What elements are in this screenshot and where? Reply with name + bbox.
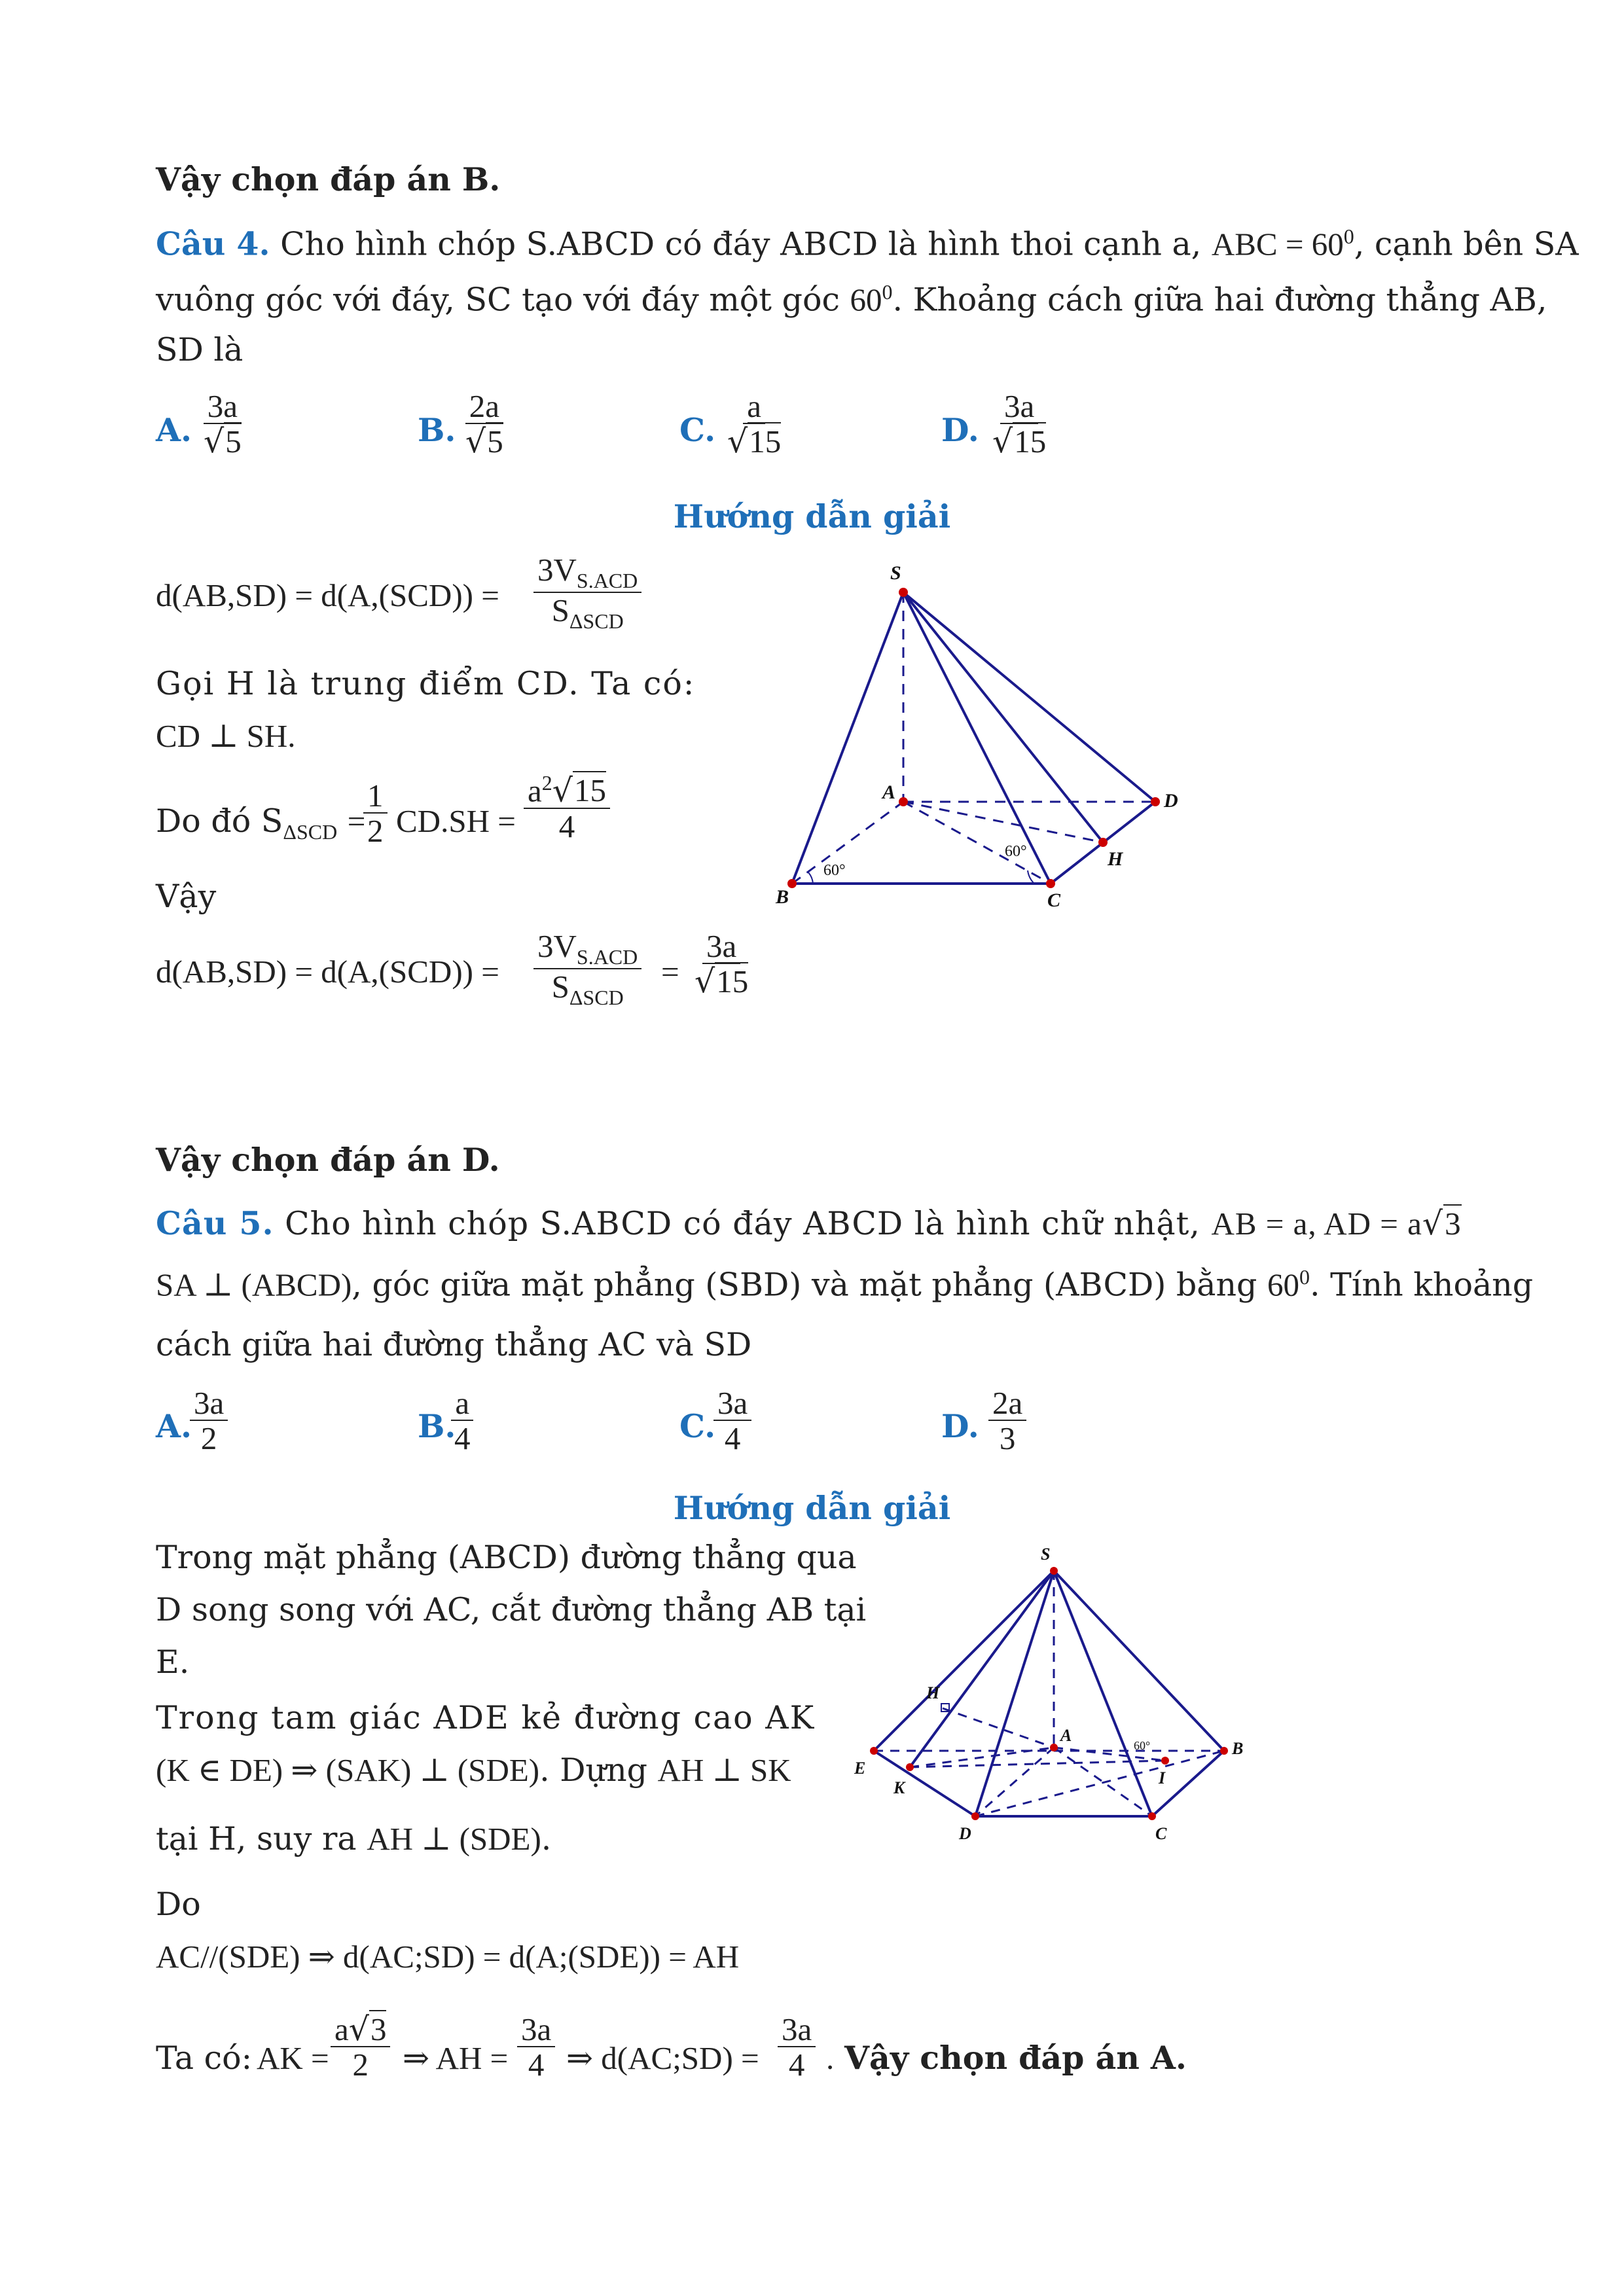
q4-formula2-left: d(AB,SD) = d(A,(SCD)) =: [156, 954, 499, 990]
q4-option-c-den: 15: [749, 423, 782, 460]
q5-sol-line9-a: Ta có:: [156, 2039, 253, 2077]
q5-option-d-fraction: [988, 1386, 1026, 1456]
q4-sc-degree: 0: [882, 280, 893, 304]
q4-formula2-num: 3V: [537, 928, 577, 964]
q4-text-line2-a: vuông góc với đáy, SC tạo với đáy một góc: [156, 281, 840, 319]
q5-sol-line5-a: . Dựng: [539, 1751, 648, 1789]
q4-formula2-eq: =: [661, 954, 679, 990]
q5-sol-line6-a: tại H, suy ra: [156, 1820, 357, 1857]
q4-edge-ah: [903, 802, 1103, 842]
q3-conclusion: Vậy chọn đáp án B.: [156, 160, 501, 198]
q4-area-num-a: a: [528, 772, 542, 809]
q4-option-a-fraction: $\frac{3a}{√5}$: [204, 388, 242, 461]
q5-point-c: [1148, 1812, 1156, 1820]
q4-line3: SD là: [156, 331, 244, 368]
q5-label-e: E: [854, 1759, 866, 1778]
q4-label-c: C: [1047, 889, 1061, 910]
q5-sol-line8: AC//(SDE) ⇒ d(AC;SD) = d(A;(SDE)) = AH: [156, 1939, 740, 1975]
q5-edge-se: [874, 1571, 1054, 1751]
q4-sol-line3-a: Do đó S: [156, 802, 283, 840]
q4-area-den: 4: [558, 808, 575, 844]
q4-pyramid-figure: [772, 556, 1204, 910]
q4-formula1-fraction: [533, 553, 641, 633]
q4-edge-sb: [792, 592, 903, 884]
q5-d-fraction: [778, 2013, 816, 2083]
q5-sol-line4: Trong tam giác ADE kẻ đường cao AK: [156, 1699, 816, 1736]
q5-point-k: [906, 1763, 914, 1771]
q5-option-c-den: 4: [724, 1420, 741, 1457]
q5-edge-sd: [975, 1571, 1054, 1816]
q5-sol-line6-math: AH ⊥ (SDE): [367, 1821, 541, 1857]
q4-point-b: [787, 879, 797, 888]
q5-sol-line5-math2: AH ⊥ SK: [657, 1752, 791, 1788]
q5-text-line1-math: AB = a, AD = a: [1211, 1206, 1422, 1242]
q5-point-b: [1220, 1747, 1228, 1755]
q5-label-c: C: [1155, 1824, 1167, 1843]
q4-option-c-letter: C.: [679, 411, 716, 449]
q4-text-line2-b: . Khoảng cách giữa hai đường thẳng AB,: [892, 281, 1547, 319]
q5-option-a-den: 2: [200, 1420, 217, 1457]
q4-option-d-num: 3a: [1000, 389, 1038, 424]
q4-point-s: [899, 588, 908, 597]
q4-sol-line2: CD ⊥ SH.: [156, 718, 296, 754]
q5-sol-line5: [156, 1751, 791, 1789]
q5-text-line2-sup: 0: [1299, 1265, 1310, 1289]
q5-d-num: 3a: [778, 2013, 816, 2047]
q5-text-line1-a: Cho hình chóp S.ABCD có đáy ABCD là hình chữ nhật,: [285, 1205, 1200, 1242]
q4-text-line1-b: , cạnh bên SA: [1354, 225, 1579, 263]
q4-point-h: [1098, 838, 1108, 847]
q4-edge-sh: [903, 592, 1103, 842]
q5-edge-sb: [1054, 1571, 1224, 1751]
q4-abc-angle: ABC = 60: [1211, 226, 1344, 262]
q4-sol-line4: Vậy: [156, 878, 217, 915]
q5-sol-line6: [156, 1820, 552, 1857]
q5-solution-title: Hướng dẫn giải: [673, 1489, 951, 1527]
q4-sol-line3: [156, 802, 366, 844]
q5-option-d-num: 2a: [988, 1386, 1026, 1421]
q4-sol-line3-eq: =: [347, 803, 366, 839]
q4-formula2-fraction: [533, 929, 641, 1009]
q4-option-a-den: 5: [225, 423, 242, 460]
q4-abc-degree: 0: [1343, 224, 1354, 248]
q4-half-fraction: [363, 779, 388, 849]
q5-angle-label: 60°: [1134, 1739, 1151, 1752]
q5-point-a: [1050, 1744, 1058, 1751]
q4-angle-c-arc: [1028, 870, 1034, 884]
q4-angle-b-label: 60°: [823, 862, 846, 879]
q4-solution-title: Hướng dẫn giải: [673, 497, 951, 535]
q4-formula1-den: S: [551, 592, 569, 629]
q5-sol-line2: D song song với AC, cắt đường thẳng AB tại: [156, 1591, 867, 1628]
q4-area-num-sup: 2: [541, 771, 552, 795]
q4-line1: [156, 224, 1579, 263]
q5-ak-fraction: $\frac{a√3}{2}$: [331, 2013, 390, 2083]
q5-d-den: 4: [788, 2047, 805, 2083]
q4-label-h: H: [1108, 848, 1123, 870]
q5-text-line2-a: , góc giữa mặt phẳng (SBD) và mặt phẳng (ABCD) bằng: [352, 1266, 1257, 1304]
q4-angle-c-label: 60°: [1005, 843, 1027, 860]
q4-formula1-den-sub: ΔSCD: [569, 609, 624, 634]
q4-formula1-left: d(AB,SD) = d(A,(SCD)) =: [156, 577, 499, 613]
q4-option-b-fraction: $\frac{2a}{√5}$: [465, 388, 503, 461]
q4-option-d-fraction: $\frac{3a}{√15}$: [992, 388, 1047, 461]
q5-sol-line5-math: (K ∈ DE) ⇒ (SAK) ⊥ (SDE): [156, 1752, 540, 1788]
q5-point-e: [870, 1747, 878, 1755]
q4-edge-sc: [903, 592, 1051, 884]
q4-sol-line1: Gọi H là trung điểm CD. Ta có:: [156, 665, 696, 702]
q5-option-d-letter: D.: [941, 1407, 979, 1445]
q4-option-c-num: a: [743, 389, 765, 424]
q5-label-h: H: [926, 1683, 940, 1702]
q5-d-label: ⇒ d(AC;SD) =: [566, 2040, 759, 2076]
q5-option-c-fraction: [713, 1386, 751, 1456]
q5-pyramid-figure: [844, 1541, 1276, 1856]
q5-ah-num: 3a: [517, 2013, 555, 2047]
q4-half-num: 1: [363, 779, 388, 814]
q5-label-i: I: [1159, 1768, 1166, 1787]
q5-option-b-letter: B.: [418, 1407, 456, 1445]
q5-line2: [156, 1265, 1534, 1304]
q4-edge-sd: [903, 592, 1155, 802]
q4-angle-b-arc: [808, 872, 813, 884]
q4-formula2-result: $\frac{3a}{√15}$: [695, 928, 749, 1001]
q4-point-a: [899, 797, 908, 806]
q4-option-b-letter: B.: [418, 411, 456, 449]
q4-formula2-num-sub: S.ACD: [576, 944, 638, 969]
q5-label-b: B: [1232, 1739, 1244, 1758]
q5-option-b-den: 4: [454, 1420, 471, 1457]
q4-area-num-root: 15: [573, 772, 606, 809]
q5-line1: Câu 5. Cho hình chóp S.ABCD có đáy ABCD là hình chữ nhật, AB = a, AD = a√3: [156, 1204, 1462, 1242]
q5-option-c-num: 3a: [713, 1386, 751, 1421]
q5-edge-sk: [910, 1571, 1054, 1767]
q5-text-line2-math: SA ⊥ (ABCD): [156, 1266, 352, 1303]
q5-ah-fraction: [517, 2013, 555, 2083]
q5-point-i: [1161, 1757, 1169, 1765]
q4-formula2-den-sub: ΔSCD: [569, 986, 624, 1010]
q5-sol-line7: Do: [156, 1886, 201, 1923]
q4-formula2-den: S: [551, 969, 569, 1005]
q5-option-d-den: 3: [999, 1420, 1016, 1457]
q4-formula1-num: 3V: [537, 552, 577, 588]
q5-sol-line6-b: .: [541, 1820, 552, 1857]
q4-half-den: 2: [367, 813, 384, 850]
q5-label-a: A: [1060, 1726, 1072, 1745]
q5-option-c-letter: C.: [679, 1407, 716, 1445]
q5-ah-label: ⇒ AH =: [403, 2040, 509, 2076]
q5-label-d: D: [959, 1824, 971, 1843]
q4-formula1-num-sub: S.ACD: [576, 568, 638, 592]
q5-edge-sc: [1054, 1571, 1152, 1816]
q5-ak-num-root: 3: [370, 2011, 387, 2047]
q4-option-d-den: 15: [1014, 423, 1047, 460]
q5-dot: .: [826, 2040, 835, 2076]
q5-ak-label: AK =: [257, 2040, 329, 2076]
q5-conclusion: Vậy chọn đáp án A.: [844, 2039, 1187, 2077]
q4-sol-line3-sub: ΔSCD: [283, 819, 338, 844]
q5-point-s: [1050, 1567, 1058, 1575]
q5-text-line2-deg: 60: [1267, 1266, 1300, 1303]
q5-ak-den: 2: [352, 2047, 369, 2083]
q5-sol-line1: Trong mặt phẳng (ABCD) đường thẳng qua: [156, 1539, 857, 1576]
q4-formula2-res-num: 3a: [702, 929, 740, 964]
q4-line2: [156, 280, 1547, 319]
q4-label-a: A: [882, 781, 896, 803]
q4-text-line1-a: Cho hình chóp S.ABCD có đáy ABCD là hình thoi cạnh a,: [280, 225, 1202, 263]
q4-sc-angle: 60: [850, 281, 882, 318]
q5-sol-line3: E.: [156, 1643, 190, 1681]
q4-area-fraction: $\frac{a^2√15}{4}$: [524, 772, 610, 844]
q4-label: Câu 4.: [156, 224, 270, 263]
q5-ak-num-a: a: [334, 2011, 349, 2047]
q4-label-b: B: [776, 886, 789, 908]
q5-text-line2-b: . Tính khoảng: [1310, 1266, 1534, 1304]
q4-point-d: [1151, 797, 1160, 806]
q4-option-c-fraction: $\frac{a}{√15}$: [727, 388, 782, 461]
q5-option-a-letter: A.: [156, 1407, 192, 1445]
q4-label-d: D: [1164, 790, 1178, 812]
q4-formula2-res-den: 15: [716, 963, 749, 1000]
q4-label-s: S: [890, 562, 901, 584]
q4-option-d-letter: D.: [941, 411, 979, 449]
q4-conclusion: Vậy chọn đáp án D.: [156, 1141, 500, 1179]
q5-ah-den: 4: [528, 2047, 545, 2083]
q5-text-line1-root: 3: [1445, 1206, 1462, 1242]
q5-option-b-fraction: [450, 1386, 475, 1456]
q4-option-b-den: 5: [487, 423, 503, 460]
q5-option-a-fraction: [190, 1386, 228, 1456]
q4-option-b-num: 2a: [465, 389, 503, 424]
q4-point-c: [1046, 879, 1055, 888]
q5-line3: cách giữa hai đường thẳng AC và SD: [156, 1326, 752, 1363]
q4-sol-line3-mid: CD.SH =: [396, 803, 516, 839]
q4-option-a-num: 3a: [204, 389, 242, 424]
q5-point-d: [971, 1812, 979, 1820]
q5-label-k: K: [893, 1778, 905, 1797]
q5-option-b-num: a: [451, 1386, 473, 1421]
q4-option-a-letter: A.: [156, 411, 192, 449]
q5-label: Câu 5.: [156, 1204, 274, 1242]
q5-label-s: S: [1041, 1545, 1051, 1564]
q5-option-a-num: 3a: [190, 1386, 228, 1421]
